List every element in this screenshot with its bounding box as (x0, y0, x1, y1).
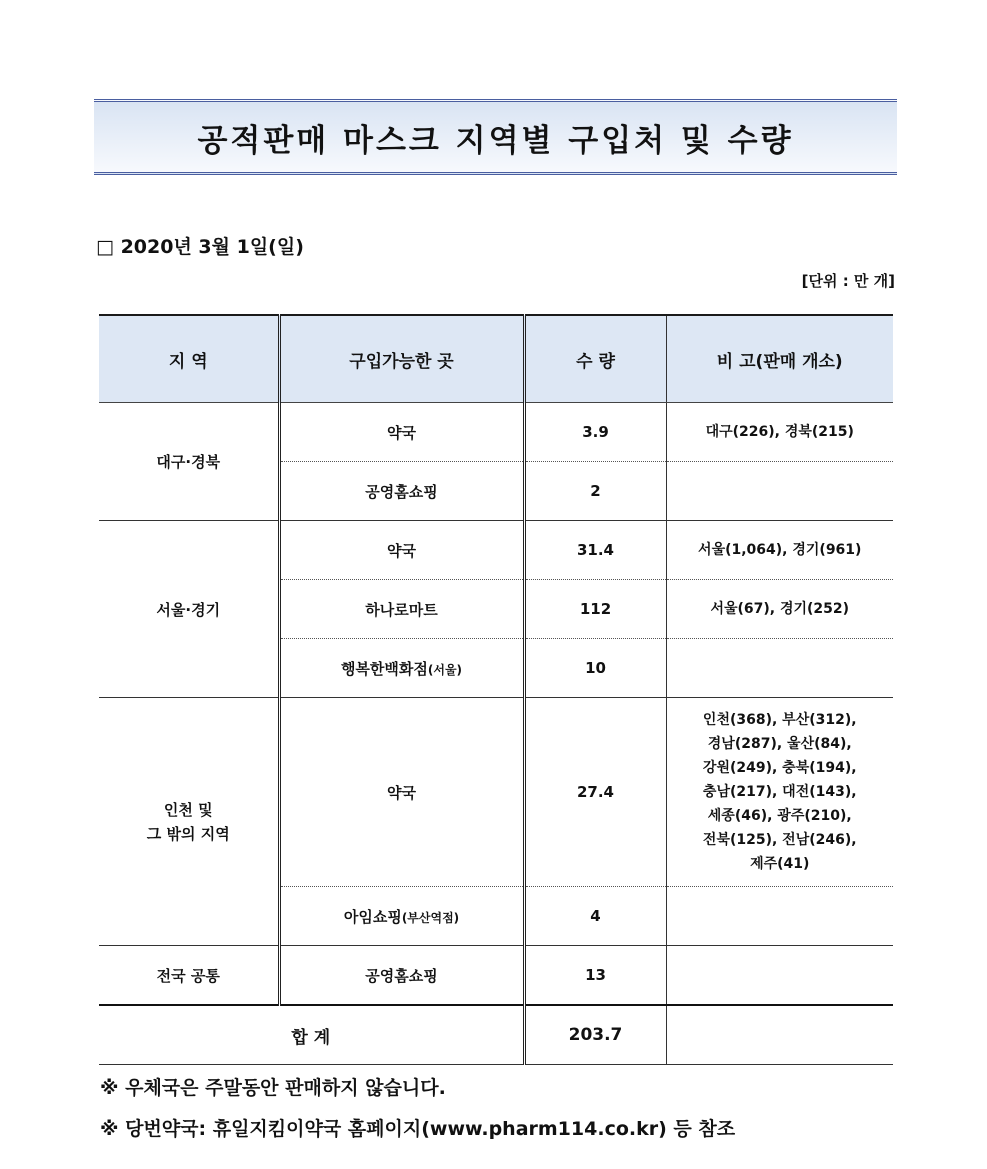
footnote-duty-pharmacy: ※ 당번약국: 휴일지킴이약국 홈페이지(www.pharm114.co.kr) 등 참조 (100, 1118, 736, 1140)
page-title: 공적판매 마스크 지역별 구입처 및 수량 (197, 122, 794, 159)
region-line: 인천 및 (163, 800, 213, 819)
header-note: 비 고(판매 개소) (666, 315, 893, 403)
unit-label: [단위 : 만 개] (801, 272, 895, 290)
table-row (99, 698, 893, 887)
note-cell (666, 639, 893, 698)
place-cell: 약국 (279, 521, 524, 580)
place-cell: 하나로마트 (279, 580, 524, 639)
note-line: 세종(46), 광주(210), (707, 808, 852, 824)
place-name: 행복한백화점 (340, 659, 428, 678)
place-cell (279, 887, 524, 946)
place-cell (279, 639, 524, 698)
note-line: 인천(368), 부산(312), (702, 712, 857, 728)
total-row (99, 1005, 893, 1065)
region-cell: 대구·경북 (99, 403, 279, 521)
date-line: □ 2020년 3월 1일(일) (96, 236, 304, 258)
region-cell (99, 698, 279, 946)
place-cell: 공영홈쇼핑 (279, 462, 524, 521)
quantity-cell: 3.9 (524, 403, 666, 462)
table-header-row (99, 315, 893, 403)
header-region: 지 역 (99, 315, 279, 403)
quantity-cell: 13 (524, 946, 666, 1006)
quantity-cell: 2 (524, 462, 666, 521)
header-place: 구입가능한 곳 (279, 315, 524, 403)
note-cell (666, 946, 893, 1006)
region-cell: 서울·경기 (99, 521, 279, 698)
note-cell (666, 887, 893, 946)
note-line: 경남(287), 울산(84), (707, 736, 852, 752)
note-cell: 서울(1,064), 경기(961) (666, 521, 893, 580)
place-cell: 약국 (279, 403, 524, 462)
quantity-cell: 27.4 (524, 698, 666, 887)
quantity-cell: 112 (524, 580, 666, 639)
header-quantity: 수 량 (524, 315, 666, 403)
footnote-post-office: ※ 우체국은 주말동안 판매하지 않습니다. (100, 1077, 446, 1099)
total-quantity: 203.7 (524, 1005, 666, 1065)
place-branch: (부산역점) (401, 910, 460, 925)
title-banner (94, 99, 897, 175)
place-branch: (서울) (427, 662, 463, 677)
region-line: 그 밖의 지역 (146, 824, 230, 843)
table-row (99, 521, 893, 580)
note-cell (666, 1005, 893, 1065)
note-line: 충남(217), 대전(143), (702, 784, 857, 800)
mask-sales-table (99, 314, 893, 1065)
note-line: 전북(125), 전남(246), (702, 832, 857, 848)
note-cell (666, 698, 893, 887)
note-line: 제주(41) (750, 856, 810, 872)
quantity-cell: 4 (524, 887, 666, 946)
table-row (99, 403, 893, 462)
place-cell: 공영홈쇼핑 (279, 946, 524, 1006)
note-cell: 서울(67), 경기(252) (666, 580, 893, 639)
place-name: 아임쇼핑 (343, 907, 402, 926)
note-cell (666, 462, 893, 521)
note-line: 강원(249), 충북(194), (702, 760, 857, 776)
place-cell: 약국 (279, 698, 524, 887)
region-cell: 전국 공통 (99, 946, 279, 1006)
quantity-cell: 10 (524, 639, 666, 698)
note-cell: 대구(226), 경북(215) (666, 403, 893, 462)
quantity-cell: 31.4 (524, 521, 666, 580)
table-row (99, 946, 893, 1006)
total-label: 합 계 (99, 1005, 524, 1065)
